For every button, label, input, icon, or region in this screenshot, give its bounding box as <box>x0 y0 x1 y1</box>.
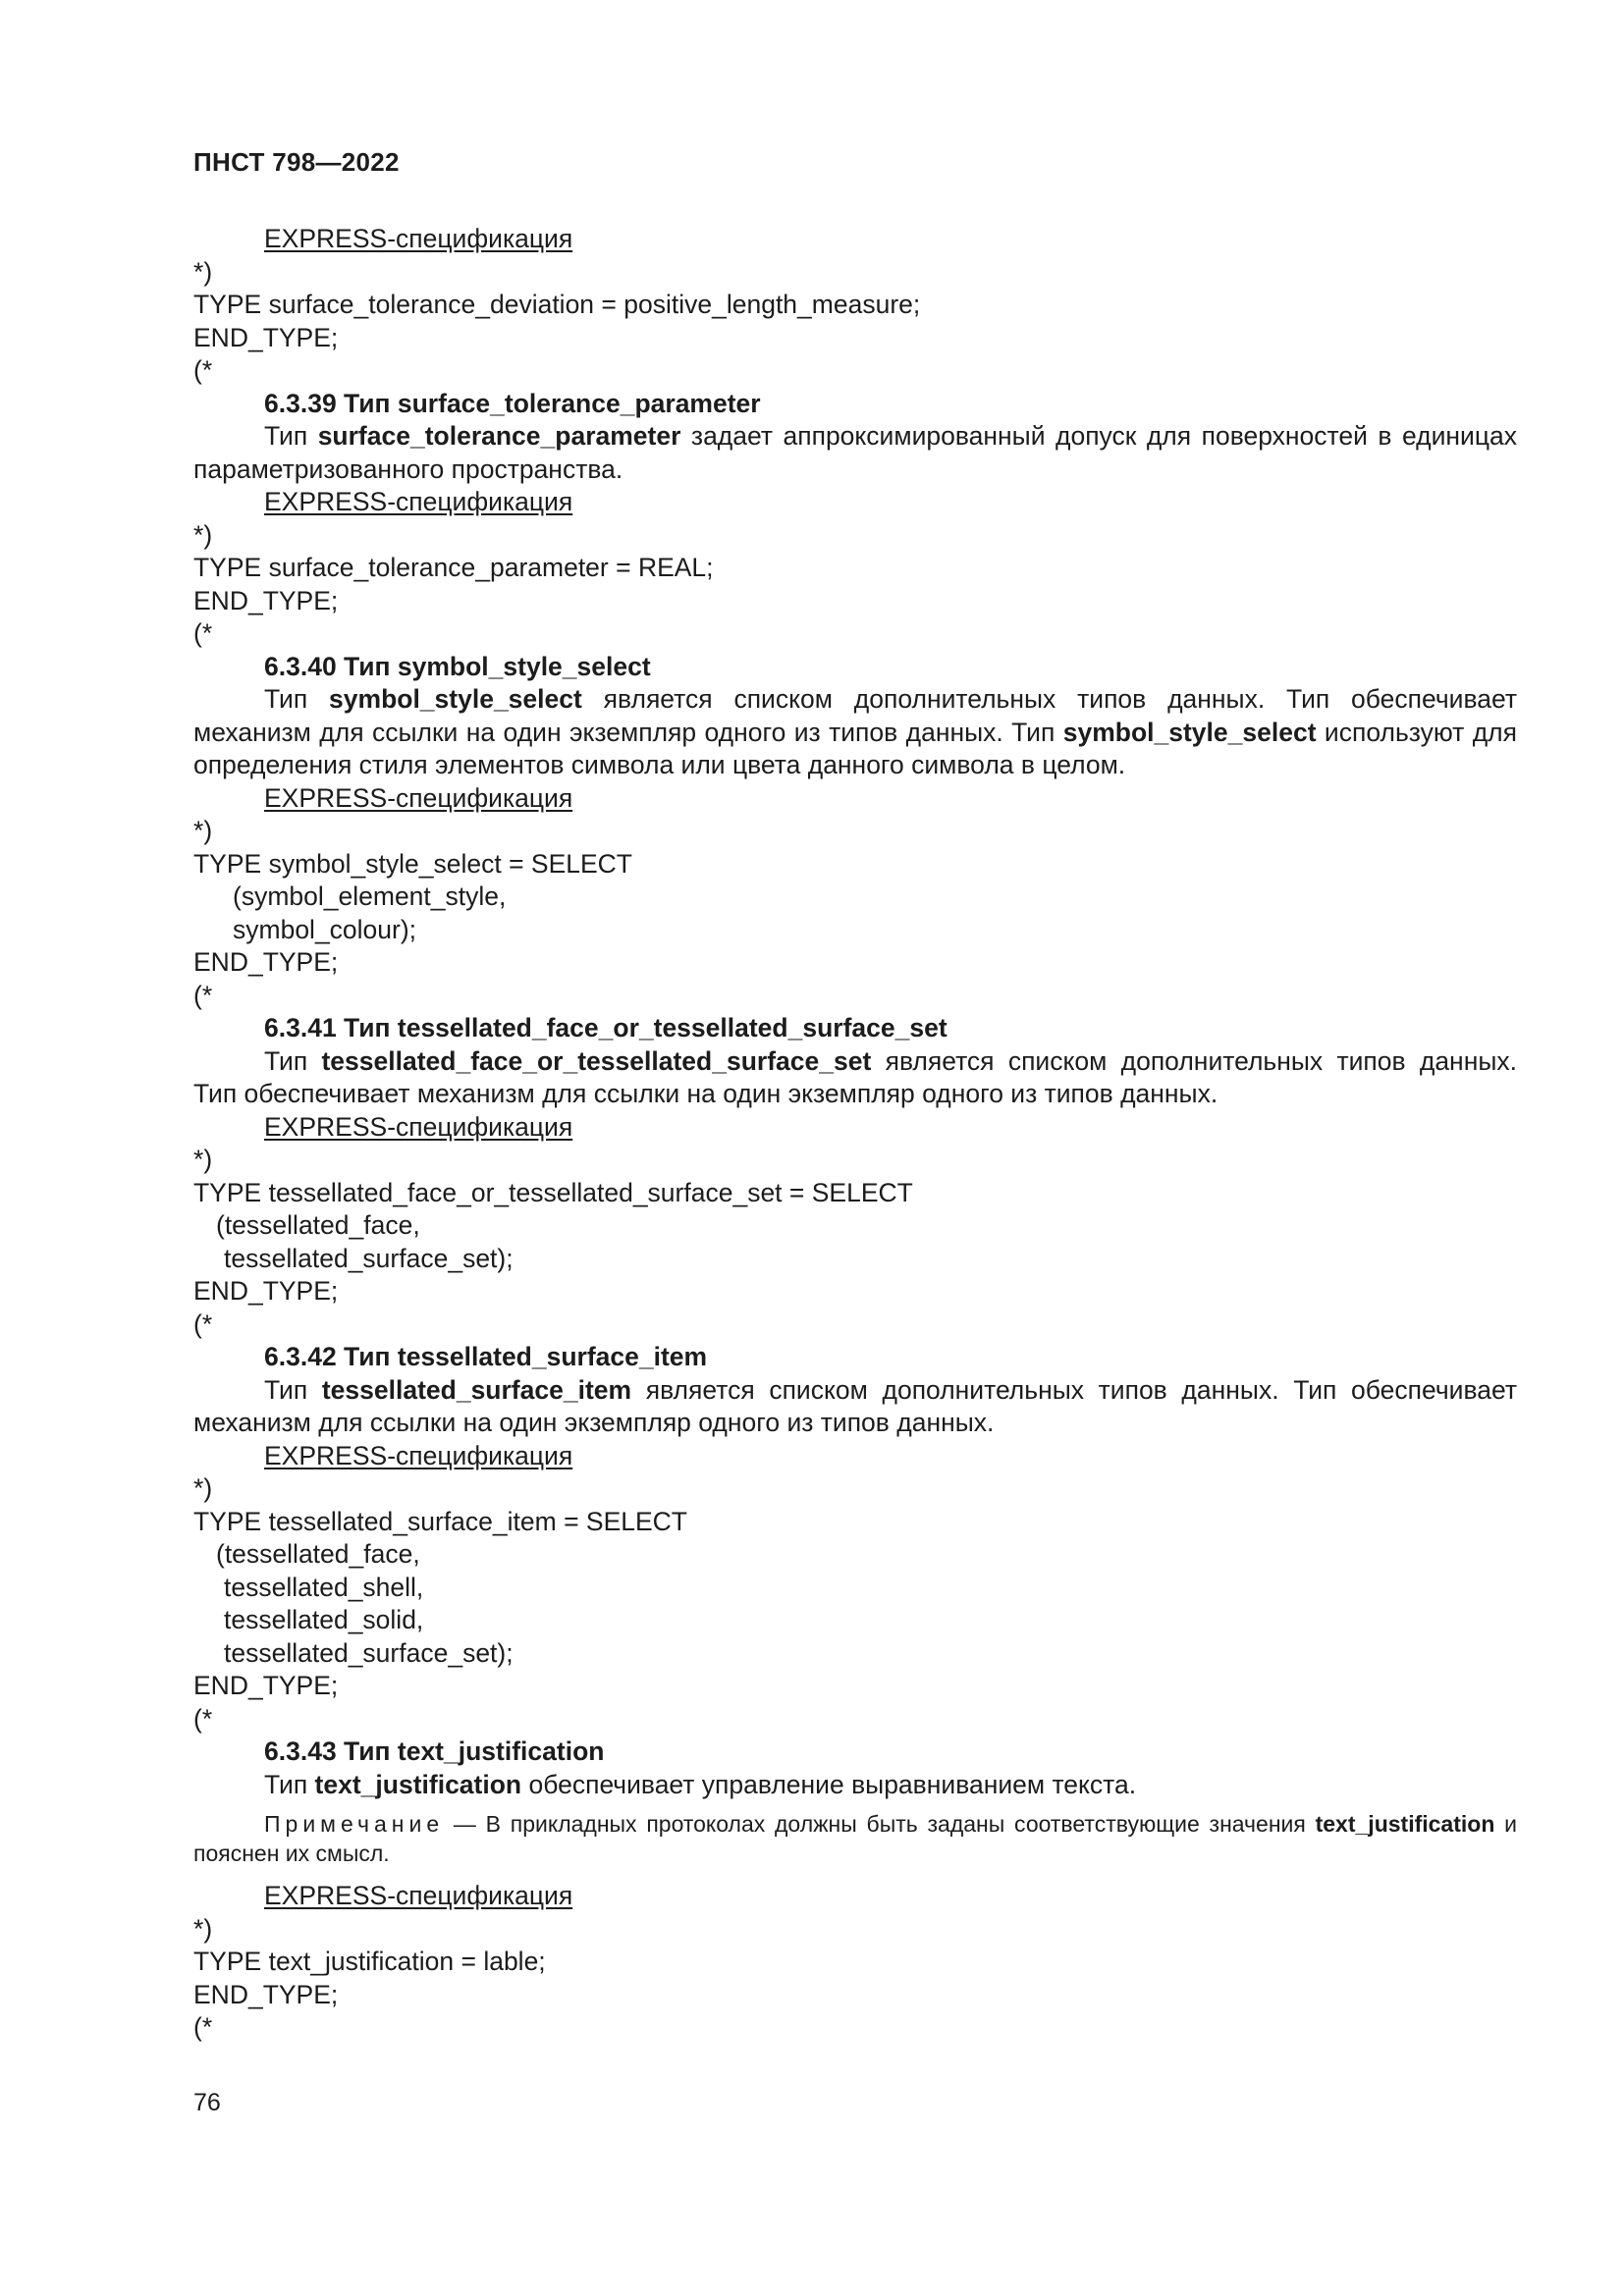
comment-close: *) <box>193 1473 213 1503</box>
note: Примечание — В прикладных протоколах должны быть заданы соответствующие значения text_justification и пояснен их смысл. <box>193 1811 1517 1866</box>
section-heading: 6.3.43 Тип text_justification <box>264 1736 605 1766</box>
comment-open: (* <box>193 1703 213 1734</box>
code-end-type: END_TYPE; <box>193 585 339 615</box>
code-end-type: END_TYPE; <box>193 1276 339 1306</box>
code-end-type: END_TYPE; <box>193 1671 339 1700</box>
code-line: (tessellated_face, <box>216 1210 420 1240</box>
page-content <box>193 223 1517 2045</box>
section-description: Тип tessellated_face_or_tessellated_surface_set является списком дополнительных типов данных. Тип обеспечивает механизм для ссылки на один экземпляр одного из типов данных. <box>193 1045 1517 1108</box>
code-line: tessellated_surface_set); <box>224 1243 514 1273</box>
section-heading: 6.3.42 Тип tessellated_surface_item <box>264 1342 708 1371</box>
document-header: ПНСТ 798—2022 <box>193 147 400 177</box>
section-heading: 6.3.40 Тип symbol_style_select <box>264 651 651 681</box>
code-line: tessellated_surface_set); <box>224 1637 514 1668</box>
express-spec-label: EXPRESS-спецификация <box>264 487 573 516</box>
express-spec-label: EXPRESS-спецификация <box>264 1440 573 1470</box>
code-line: (symbol_element_style, <box>233 881 507 911</box>
code-line: TYPE text_justification = lable; <box>193 1947 546 1976</box>
comment-open: (* <box>193 355 213 385</box>
express-spec-label: EXPRESS-спецификация <box>264 224 573 253</box>
comment-open: (* <box>193 618 213 648</box>
section-description: Тип surface_tolerance_parameter задает аппроксимированный допуск для поверхностей в единицах параметризованного пространства. <box>193 421 1518 484</box>
express-spec-label: EXPRESS-спецификация <box>264 782 573 813</box>
section-heading: 6.3.39 Тип surface_tolerance_parameter <box>264 388 761 418</box>
code-line: TYPE surface_tolerance_parameter = REAL; <box>193 553 714 582</box>
comment-close: *) <box>193 1913 213 1944</box>
section-description: Тип text_justification обеспечивает управление выравниванием текста. <box>264 1769 1137 1799</box>
express-spec-label: EXPRESS-спецификация <box>264 1881 573 1910</box>
section-heading: 6.3.41 Тип tessellated_face_or_tessellated_surface_set <box>264 1013 947 1042</box>
page-number: 76 <box>193 2089 221 2116</box>
code-line: TYPE surface_tolerance_deviation = positive_length_measure; <box>193 290 921 319</box>
code-line: (tessellated_face, <box>216 1539 420 1569</box>
section-description: Тип symbol_style_select является списком дополнительных типов данных. Тип обеспечивает механизм для ссылки на один экземпляр одного из типов данных. Тип symbol_style_select используют для определения стиля элементов символа или цвета данного символа в целом. <box>193 684 1517 779</box>
code-line: TYPE symbol_style_select = SELECT <box>193 848 632 879</box>
code-line: tessellated_solid, <box>224 1605 424 1634</box>
comment-close: *) <box>193 816 213 845</box>
express-spec-label: EXPRESS-спецификация <box>264 1111 573 1142</box>
code-end-type: END_TYPE; <box>193 947 339 977</box>
comment-close: *) <box>193 1145 213 1174</box>
section-description: Тип tessellated_surface_item является списком дополнительных типов данных. Тип обеспечивает механизм для ссылки на один экземпляр одного из типов данных. <box>193 1374 1517 1437</box>
comment-open: (* <box>193 1308 213 1339</box>
comment-close: *) <box>193 519 213 550</box>
code-line: tessellated_shell, <box>224 1572 424 1602</box>
code-line: TYPE tessellated_surface_item = SELECT <box>193 1506 687 1536</box>
code-end-type: END_TYPE; <box>193 322 339 352</box>
code-line: symbol_colour); <box>233 914 417 944</box>
comment-open: (* <box>193 980 213 1010</box>
comment-open: (* <box>193 2012 213 2042</box>
code-line: TYPE tessellated_face_or_tessellated_surface_set = SELECT <box>193 1177 913 1207</box>
comment-close: *) <box>193 256 213 287</box>
code-end-type: END_TYPE; <box>193 1979 339 2009</box>
